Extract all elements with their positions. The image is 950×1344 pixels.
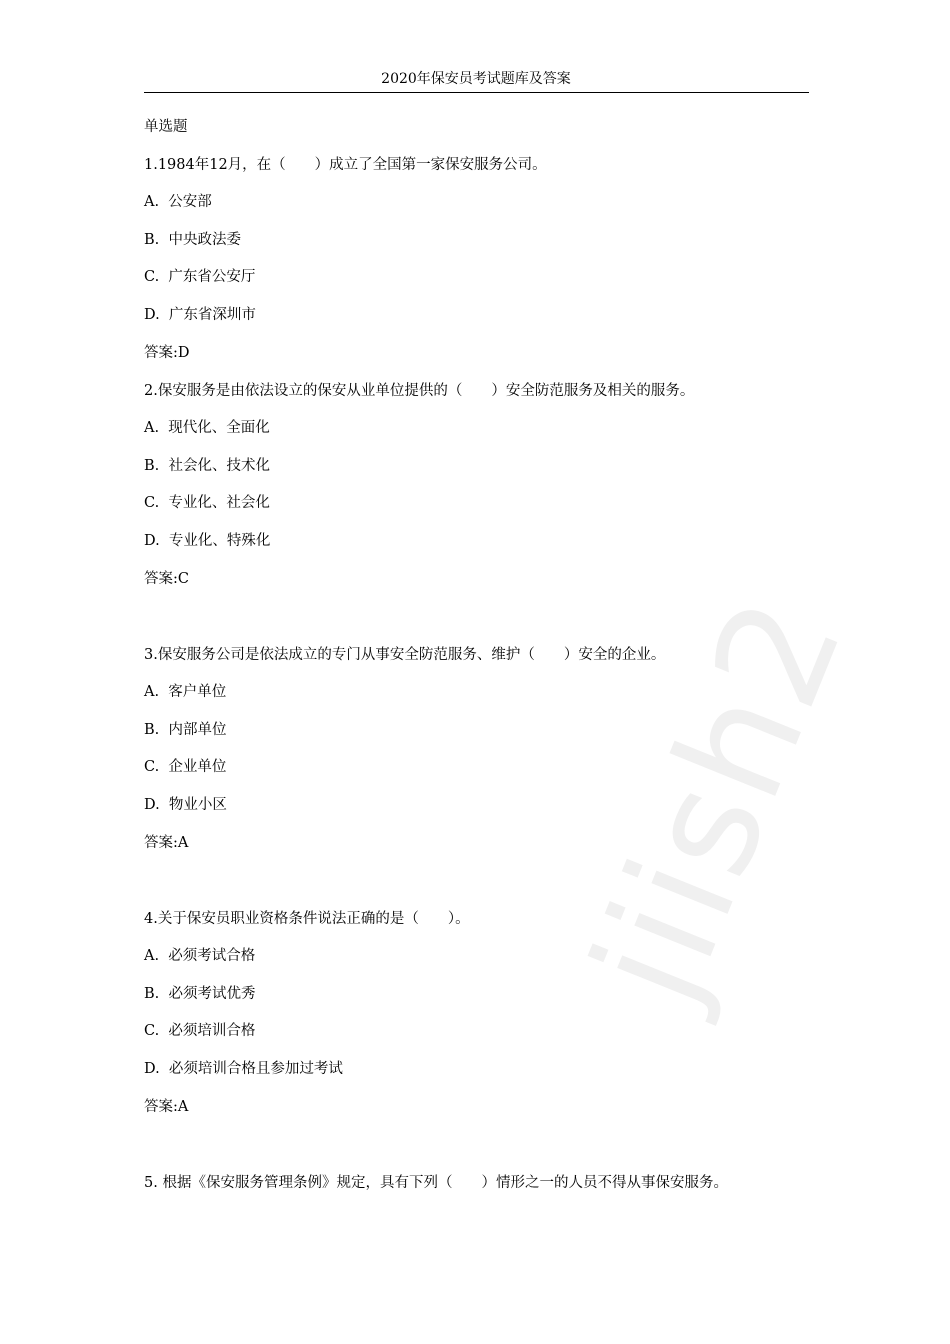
question-option: D. 专业化、特殊化 [144, 533, 271, 549]
question-option: B. 社会化、技术化 [144, 458, 270, 474]
question-stem: 2.保安服务是由依法设立的保安从业单位提供的（ ）安全防范服务及相关的服务。 [144, 383, 695, 399]
question-option: D. 物业小区 [144, 797, 227, 813]
question-answer: 答案:C [144, 571, 189, 587]
question-option: B. 中央政法委 [144, 232, 241, 248]
question-option: B. 内部单位 [144, 722, 227, 738]
question-option: A. 客户单位 [144, 684, 227, 700]
question-stem: 3.保安服务公司是依法成立的专门从事安全防范服务、维护（ ）安全的企业。 [144, 647, 666, 663]
question-stem: 1.1984年12月，在（ ）成立了全国第一家保安服务公司。 [144, 157, 547, 173]
question-answer: 答案:A [144, 835, 189, 851]
question-stem: 4.关于保安员职业资格条件说法正确的是（ ）。 [144, 911, 470, 927]
question-answer: 答案:D [144, 345, 190, 361]
question-option: C. 企业单位 [144, 759, 227, 775]
question-option: C. 必须培训合格 [144, 1023, 256, 1039]
question-option: D. 广东省深圳市 [144, 307, 256, 323]
question-option: A. 必须考试合格 [144, 948, 256, 964]
question-option: C. 广东省公安厅 [144, 269, 256, 285]
section-title: 单选题 [144, 119, 188, 135]
question-option: C. 专业化、社会化 [144, 495, 270, 511]
question-option: B. 必须考试优秀 [144, 986, 256, 1002]
question-option: A. 现代化、全面化 [144, 420, 270, 436]
watermark: jiish2 [560, 572, 878, 1026]
question-option: D. 必须培训合格且参加过考试 [144, 1061, 343, 1077]
page-header-title: 2020年保安员考试题库及答案 [381, 71, 571, 87]
question-stem: 5. 根据《保安服务管理条例》规定，具有下列（ ）情形之一的人员不得从事保安服务。 [144, 1175, 728, 1191]
question-option: A. 公安部 [144, 194, 212, 210]
header-rule [144, 92, 809, 93]
question-answer: 答案:A [144, 1099, 189, 1115]
